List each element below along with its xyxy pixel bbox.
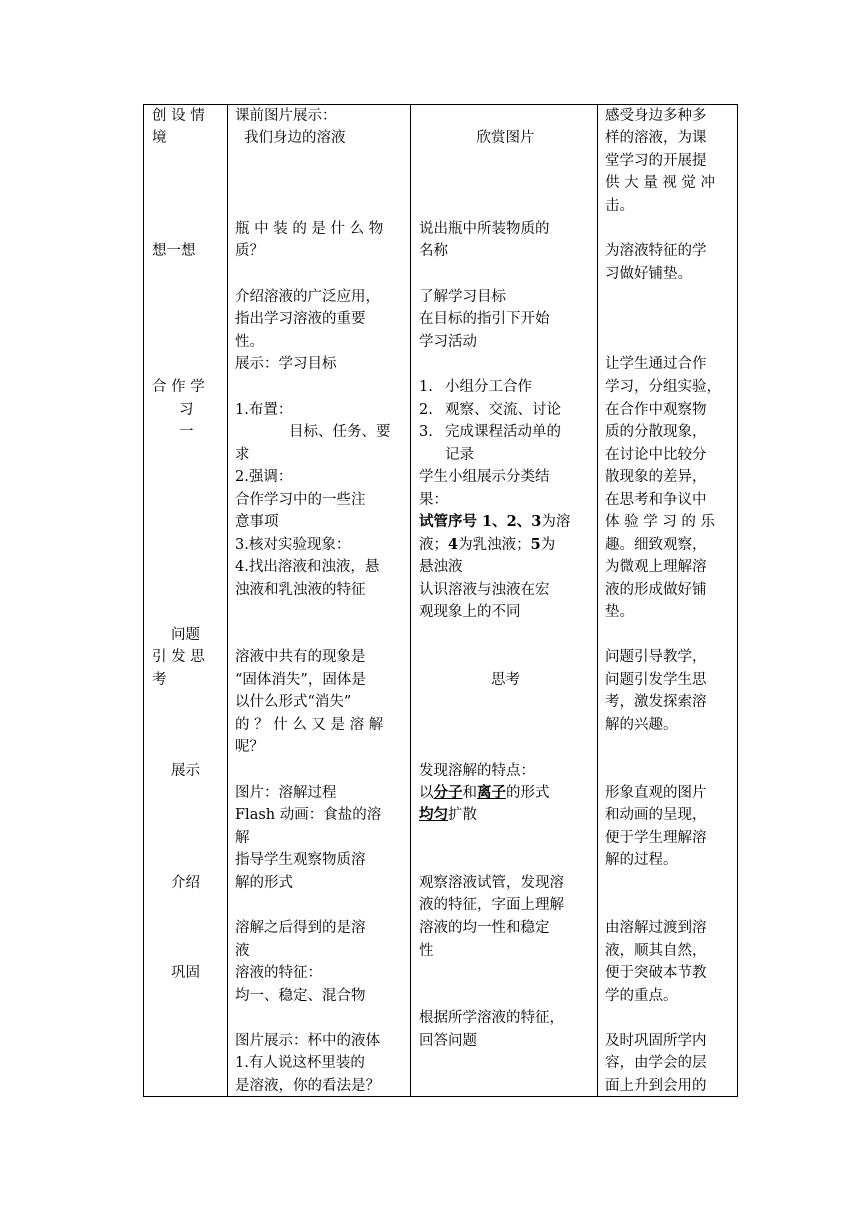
student-activity: 观现象上的不同: [419, 604, 521, 620]
teacher-activity: 我们身边的溶液: [244, 130, 346, 146]
stage-label: 习: [179, 402, 194, 418]
student-activity: 在目标的指引下开始: [419, 311, 550, 327]
design-intent: 为微观上理解溶: [605, 559, 707, 575]
teacher-activity: 合作学习中的一些注: [235, 492, 366, 508]
teacher-activity: 求: [235, 447, 250, 463]
design-intent: 考，激发探索溶: [605, 694, 707, 710]
student-activity: 说出瓶中所装物质的: [419, 221, 550, 237]
design-intent: 样的溶液，为课: [605, 130, 707, 146]
teacher-activity: 均一、稳定、混合物: [235, 988, 366, 1004]
student-activity: 记录: [445, 447, 474, 463]
teacher-activity: 以什么形式“消失”: [235, 694, 352, 710]
lesson-plan-table: [143, 104, 738, 1097]
student-activity: 小组分工合作: [445, 379, 532, 395]
student-activity: 思考: [491, 672, 520, 688]
stage-label: 合 作 学: [152, 379, 205, 395]
student-activity: 回答问题: [419, 1033, 477, 1049]
design-intent: 和动画的呈现，: [605, 807, 707, 823]
stage-label: 问题: [171, 627, 200, 643]
teacher-activity: 3.核对实验现象：: [235, 537, 351, 553]
tube-numbers: 试管序号 1、2、3: [419, 513, 542, 530]
student-activity: [419, 804, 477, 827]
teacher-activity: 呢？: [235, 739, 264, 755]
design-intent: 供 大 量 视 觉 冲: [605, 175, 716, 191]
student-activity: 果：: [419, 492, 448, 508]
stage-label: 介绍: [171, 875, 200, 891]
design-intent: 学的重点。: [605, 988, 678, 1004]
design-intent: 击。: [605, 198, 634, 214]
teacher-activity: 性。: [235, 334, 264, 350]
teacher-activity: 1.有人说这杯里装的: [235, 1055, 365, 1071]
design-intent: 容，由学会的层: [605, 1055, 707, 1071]
text-fragment: 扩散: [448, 807, 477, 823]
design-intent: 垫。: [605, 604, 634, 620]
student-activity: 观察、交流、讨论: [445, 402, 561, 418]
design-intent: 学习，分组实验，: [605, 379, 721, 395]
design-intent: 便于突破本节教: [605, 965, 707, 981]
design-intent: 感受身边多种多: [605, 108, 707, 124]
design-intent: 体 验 学 习 的 乐: [605, 514, 716, 530]
teacher-activity: 质？: [235, 243, 264, 259]
teacher-activity: 是溶液，你的看法是？: [235, 1078, 380, 1094]
teacher-activity: 指出学习溶液的重要: [235, 311, 366, 327]
student-activity: [419, 511, 570, 534]
stage-label: 展示: [171, 763, 200, 779]
teacher-activity: 溶液的特征：: [235, 965, 322, 981]
teacher-activity: 意事项: [235, 514, 279, 530]
student-activity: [419, 782, 550, 805]
teacher-activity: 目标、任务、要: [289, 424, 391, 440]
student-activity: 学生小组展示分类结: [419, 469, 550, 485]
list-number: 1.: [419, 379, 433, 395]
column-divider: [227, 105, 228, 1096]
design-intent: 质的分散现象，: [605, 424, 707, 440]
column-divider: [410, 105, 411, 1096]
design-intent: 面上升到会用的: [605, 1078, 707, 1094]
teacher-activity: 浊液和乳浊液的特征: [235, 582, 366, 598]
list-number: 2.: [419, 402, 433, 418]
teacher-activity: 展示：学习目标: [235, 356, 337, 372]
keyword: 离子: [477, 784, 506, 801]
design-intent: 在合作中观察物: [605, 402, 707, 418]
teacher-activity: “固体消失”，固体是: [235, 672, 366, 688]
design-intent: 问题引发学生思: [605, 672, 707, 688]
design-intent: 问题引导教学，: [605, 649, 707, 665]
stage-label: 引 发 思: [152, 649, 205, 665]
tube-number: 5: [530, 536, 541, 553]
teacher-activity: 液: [235, 943, 250, 959]
student-activity: 了解学习目标: [419, 289, 506, 305]
student-activity: 性: [419, 943, 434, 959]
list-number: 3.: [419, 424, 433, 440]
student-activity: 悬浊液: [419, 559, 463, 575]
student-activity: 名称: [419, 243, 448, 259]
teacher-activity: 1.布置：: [235, 402, 293, 418]
student-activity: 认识溶液与浊液在宏: [419, 582, 550, 598]
design-intent: 堂学习的开展提: [605, 153, 707, 169]
student-activity: [419, 534, 555, 557]
text-fragment: 以: [419, 785, 434, 801]
design-intent: 形象直观的图片: [605, 785, 707, 801]
teacher-activity: 图片展示：杯中的液体: [235, 1033, 380, 1049]
design-intent: 解的过程。: [605, 852, 678, 868]
design-intent: 便于学生理解溶: [605, 830, 707, 846]
teacher-activity: 2.强调：: [235, 469, 293, 485]
design-intent: 由溶解过渡到溶: [605, 920, 707, 936]
design-intent: 为溶液特征的学: [605, 243, 707, 259]
design-intent: 在讨论中比较分: [605, 447, 707, 463]
student-activity: 观察溶液试管，发现溶: [419, 875, 564, 891]
teacher-activity: 瓶 中 装 的 是 什 么 物: [235, 221, 384, 237]
design-intent: 液，顺其自然，: [605, 943, 707, 959]
keyword: 分子: [433, 784, 463, 801]
student-activity: 根据所学溶液的特征，: [419, 1010, 564, 1026]
teacher-activity: Flash 动画：食盐的溶: [235, 807, 382, 823]
design-intent: 液的形成做好铺: [605, 582, 707, 598]
student-activity: 完成课程活动单的: [445, 424, 561, 440]
text-fragment: 和: [462, 785, 477, 801]
student-activity: 发现溶解的特点：: [419, 763, 535, 779]
teacher-activity: 溶液中共有的现象是: [235, 649, 366, 665]
text-fragment: 的形式: [506, 785, 550, 801]
teacher-activity: 介绍溶液的广泛应用，: [235, 289, 380, 305]
stage-label: 考: [152, 672, 167, 688]
teacher-activity: 图片：溶解过程: [235, 785, 337, 801]
stage-label: 想一想: [152, 243, 196, 259]
teacher-activity: 课前图片展示：: [235, 108, 337, 124]
keyword: 均匀: [419, 806, 448, 823]
design-intent: 习做好铺垫。: [605, 266, 692, 282]
student-activity: 欣赏图片: [476, 130, 535, 146]
design-intent: 让学生通过合作: [605, 356, 707, 372]
stage-label: 一: [179, 424, 194, 440]
teacher-activity: 溶解之后得到的是溶: [235, 920, 366, 936]
student-activity: 液的特征，字面上理解: [419, 897, 564, 913]
tube-number: 4: [448, 536, 459, 553]
stage-label: 巩固: [171, 965, 200, 981]
teacher-activity: 4.找出溶液和浊液，悬: [235, 559, 380, 575]
stage-label: 创 设 情: [152, 108, 205, 124]
column-divider: [597, 105, 598, 1096]
teacher-activity: 解: [235, 830, 250, 846]
teacher-activity: 解的形式: [235, 875, 293, 891]
stage-label: 境: [152, 130, 167, 146]
student-activity: 学习活动: [419, 334, 477, 350]
text-fragment: 液；: [419, 537, 448, 553]
design-intent: 解的兴趣。: [605, 717, 678, 733]
design-intent: 及时巩固所学内: [605, 1033, 707, 1049]
teacher-activity: 的 ？ 什 么 又 是 溶 解: [235, 717, 384, 733]
student-activity: 溶液的均一性和稳定: [419, 920, 550, 936]
design-intent: 散现象的差异，: [605, 469, 707, 485]
teacher-activity: 指导学生观察物质溶: [235, 852, 366, 868]
text-fragment: 为溶: [541, 514, 571, 530]
design-intent: 趣。细致观察，: [605, 537, 707, 553]
design-intent: 在思考和争议中: [605, 492, 707, 508]
text-fragment: 为乳浊液；: [458, 537, 531, 553]
text-fragment: 为: [540, 537, 556, 553]
